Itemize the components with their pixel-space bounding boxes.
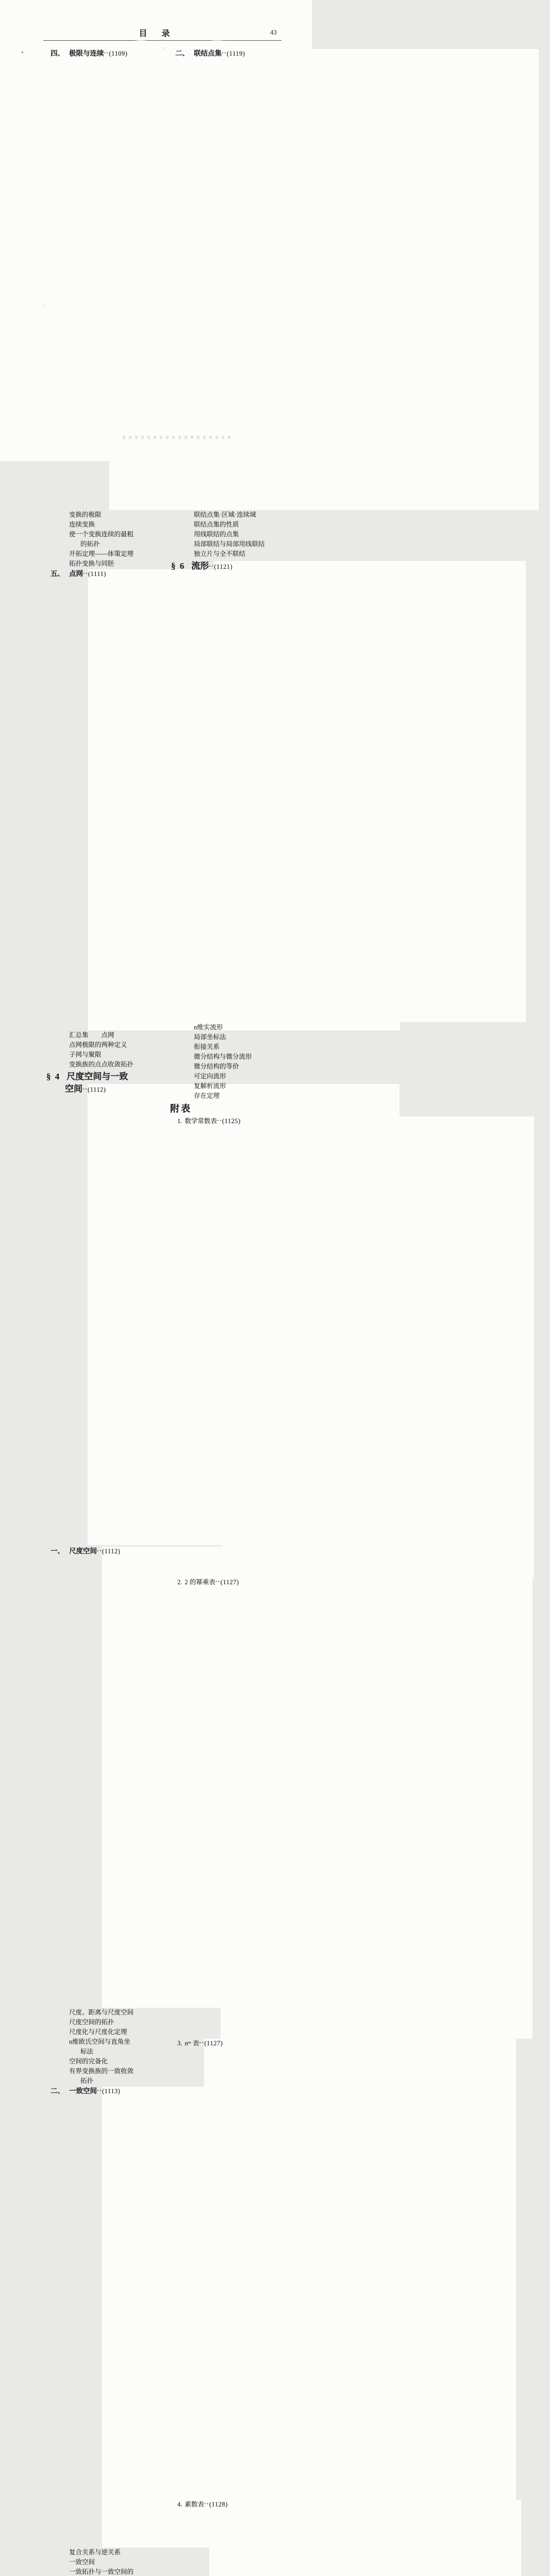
toc-entry — [170, 2500, 283, 2576]
entry-text: 联结点集 — [194, 49, 222, 57]
toc-entry — [45, 2057, 161, 2066]
entry-text: 的拓扑 — [80, 540, 100, 548]
dot-leader — [215, 1577, 221, 1587]
toc-entry — [45, 569, 161, 1030]
dot-leader — [199, 2038, 204, 2048]
page-title: 目 录 — [139, 29, 173, 38]
toc-entry — [45, 559, 161, 569]
entry-label: § 6 — [171, 561, 186, 571]
toc-entry — [45, 1546, 161, 2008]
entry-text: 尺度空间与一致 — [66, 1072, 128, 1081]
header-rule — [43, 40, 281, 41]
dot-leader — [82, 1082, 88, 1095]
toc-entry — [170, 2039, 283, 2500]
dot-leader — [209, 559, 214, 572]
entry-page-number: (1121) — [214, 561, 526, 1022]
toc-entry — [45, 2076, 161, 2086]
entry-label: 二、 — [51, 2087, 64, 2095]
entry-text: 标法 — [80, 2048, 94, 2055]
entry-text: 点网 — [69, 570, 83, 578]
toc-column-left — [45, 48, 161, 2576]
entry-text: 拓扑 — [80, 2077, 94, 2084]
entry-text: 微分结构的等价 — [194, 1063, 239, 1070]
entry-text: n维实流形 — [194, 1024, 223, 1031]
entry-text: 用线联结的点集 — [194, 531, 239, 538]
toc-entry — [45, 539, 161, 549]
entry-text: 极限与连续 — [69, 49, 104, 57]
dot-leader — [97, 1545, 102, 1556]
dot-leader — [217, 1115, 222, 1126]
dot-leader — [222, 47, 227, 58]
entry-page-number: (1119) — [227, 49, 539, 510]
toc-entry — [45, 510, 161, 520]
entry-text: 尺度空间 — [69, 1547, 97, 1555]
entry-text: n维欧氏空间与直角坐 — [69, 2038, 130, 2045]
entry-text: 变换族的点点收敛拓扑 — [69, 1061, 134, 1068]
entry-label: 二、 — [175, 49, 189, 57]
entry-text: 拓扑变换与同胚 — [69, 560, 114, 567]
ink-speck — [22, 52, 23, 53]
toc-entry — [170, 1023, 283, 1032]
entry-label: 五、 — [51, 570, 64, 578]
toc-entry — [170, 549, 283, 559]
entry-text: 联结点集·区域·连续域 — [194, 511, 256, 518]
dot-leader — [104, 47, 109, 58]
toc-entry — [45, 2086, 161, 2548]
toc-entry — [45, 2037, 161, 2047]
page-bleed-through — [123, 436, 233, 439]
entry-text: 微分结构与微分流形 — [194, 1053, 252, 1060]
entry-text: 一致拓扑与一致空间的 — [69, 2568, 134, 2575]
entry-text: 素数表 — [185, 2501, 204, 2508]
entry-text: 衔接关系 — [194, 1043, 220, 1050]
entry-text: 空间 — [65, 1084, 82, 1094]
entry-label: 4. — [177, 2501, 182, 2508]
toc-entry — [45, 2018, 161, 2027]
entry-text: 附表 — [170, 1104, 192, 1114]
entry-label: 3. — [177, 2040, 182, 2047]
entry-text: 数学常数表 — [185, 1117, 217, 1125]
entry-text: 局部坐标法 — [194, 1033, 226, 1041]
toc-entry — [170, 1072, 283, 1081]
entry-text: 2 的幂乘表 — [185, 1579, 215, 1586]
toc-entry — [45, 2027, 161, 2037]
toc-entry — [170, 1091, 283, 1101]
toc-entry — [170, 1032, 283, 1042]
entry-page-number: (1113) — [102, 2087, 414, 2548]
dot-leader — [97, 2085, 102, 2096]
entry-page-number: (1125) — [222, 1116, 534, 1578]
toc-entry — [45, 2066, 161, 2076]
entry-page-number: (1112) — [102, 1547, 414, 2008]
entry-text: 空间的完备化 — [69, 2058, 108, 2065]
entry-text: 尺度化与尺度化定理 — [69, 2028, 127, 2036]
entry-text: 点网极限的两种定义 — [69, 1041, 127, 1048]
page-number: 43 — [270, 28, 277, 36]
toc-entry — [45, 1060, 161, 1070]
entry-text: 使一个变换连续的最粗 — [69, 531, 134, 538]
entry-text: 联结点集的性质 — [194, 521, 239, 528]
entry-label: 四、 — [51, 49, 64, 57]
entry-text: 连续变换 — [69, 521, 95, 528]
toc-entry — [170, 1052, 283, 1062]
entry-label: § 4 — [46, 1072, 61, 1081]
entry-page-number: (1112) — [88, 1084, 399, 1545]
toc-entry — [170, 48, 283, 510]
toc-entry — [45, 530, 161, 539]
toc-entry — [45, 48, 161, 510]
entry-text: 复合关系与逆关系 — [69, 2549, 121, 2556]
toc-entry — [45, 1083, 161, 1545]
toc-entry — [45, 2557, 161, 2567]
toc-column-right — [170, 48, 283, 2576]
entry-text: 流形 — [191, 561, 209, 571]
entry-page-number: (1127) — [204, 2039, 516, 2500]
entry-text: 局部联结与局部用线联结 — [194, 540, 265, 548]
entry-text: 存在定理 — [194, 1092, 220, 1099]
entry-text: 一致空间 — [69, 2087, 97, 2095]
entry-label: 1. — [177, 1117, 182, 1125]
toc-entry — [45, 2047, 161, 2057]
entry-text: 一致空间 — [69, 2558, 95, 2566]
toc-entry — [170, 530, 283, 539]
entry-text: 汇总集 点网 — [69, 1031, 114, 1039]
entry-text: 有界变换族的一致收敛 — [69, 2067, 134, 2075]
toc-entry — [170, 539, 283, 549]
toc-entry — [45, 520, 161, 530]
toc-entry — [45, 1050, 161, 1060]
toc-entry — [170, 510, 283, 520]
dot-leader — [204, 2499, 209, 2509]
entry-page-number: (1128) — [209, 2500, 521, 2576]
entry-page-number: (1127) — [221, 1578, 532, 2039]
dot-leader — [83, 568, 88, 579]
toc-entry — [170, 1081, 283, 1091]
ink-speck — [43, 305, 44, 306]
toc-entry — [45, 1030, 161, 1040]
entry-text: 开拓定理——体策定理 — [69, 550, 134, 557]
toc-entry — [170, 1578, 283, 2039]
toc-entry — [45, 2008, 161, 2018]
toc-entry — [170, 1042, 283, 1052]
toc-entry — [170, 1062, 283, 1072]
toc-entry — [45, 1071, 161, 1082]
toc-entry — [45, 549, 161, 559]
entry-label: 一、 — [51, 1547, 64, 1555]
entry-text: 复解析流形 — [194, 1082, 226, 1090]
entry-text: 子网与聚限 — [69, 1051, 102, 1058]
entry-text: 变换的极限 — [69, 511, 102, 518]
entry-text: nᵐ 表 — [185, 2040, 199, 2047]
entry-text: 尺度空间的拓扑 — [69, 2019, 114, 2026]
entry-text: 尺度、距离与尺度空间 — [69, 2009, 134, 2016]
toc-entry — [170, 1102, 283, 1115]
toc-entry — [170, 1116, 283, 1578]
toc-entry — [170, 560, 283, 1022]
entry-label: 2. — [177, 1579, 182, 1586]
toc-entry — [170, 520, 283, 530]
toc-entry — [45, 1040, 161, 1050]
toc-entry — [45, 2567, 161, 2576]
toc-entry — [45, 2548, 161, 2557]
entry-text: 可定向流形 — [194, 1073, 226, 1080]
entry-page-number: (1111) — [88, 569, 400, 1030]
entry-page-number: (1109) — [109, 49, 421, 510]
entry-text: 独立片与全不联结 — [194, 550, 246, 557]
